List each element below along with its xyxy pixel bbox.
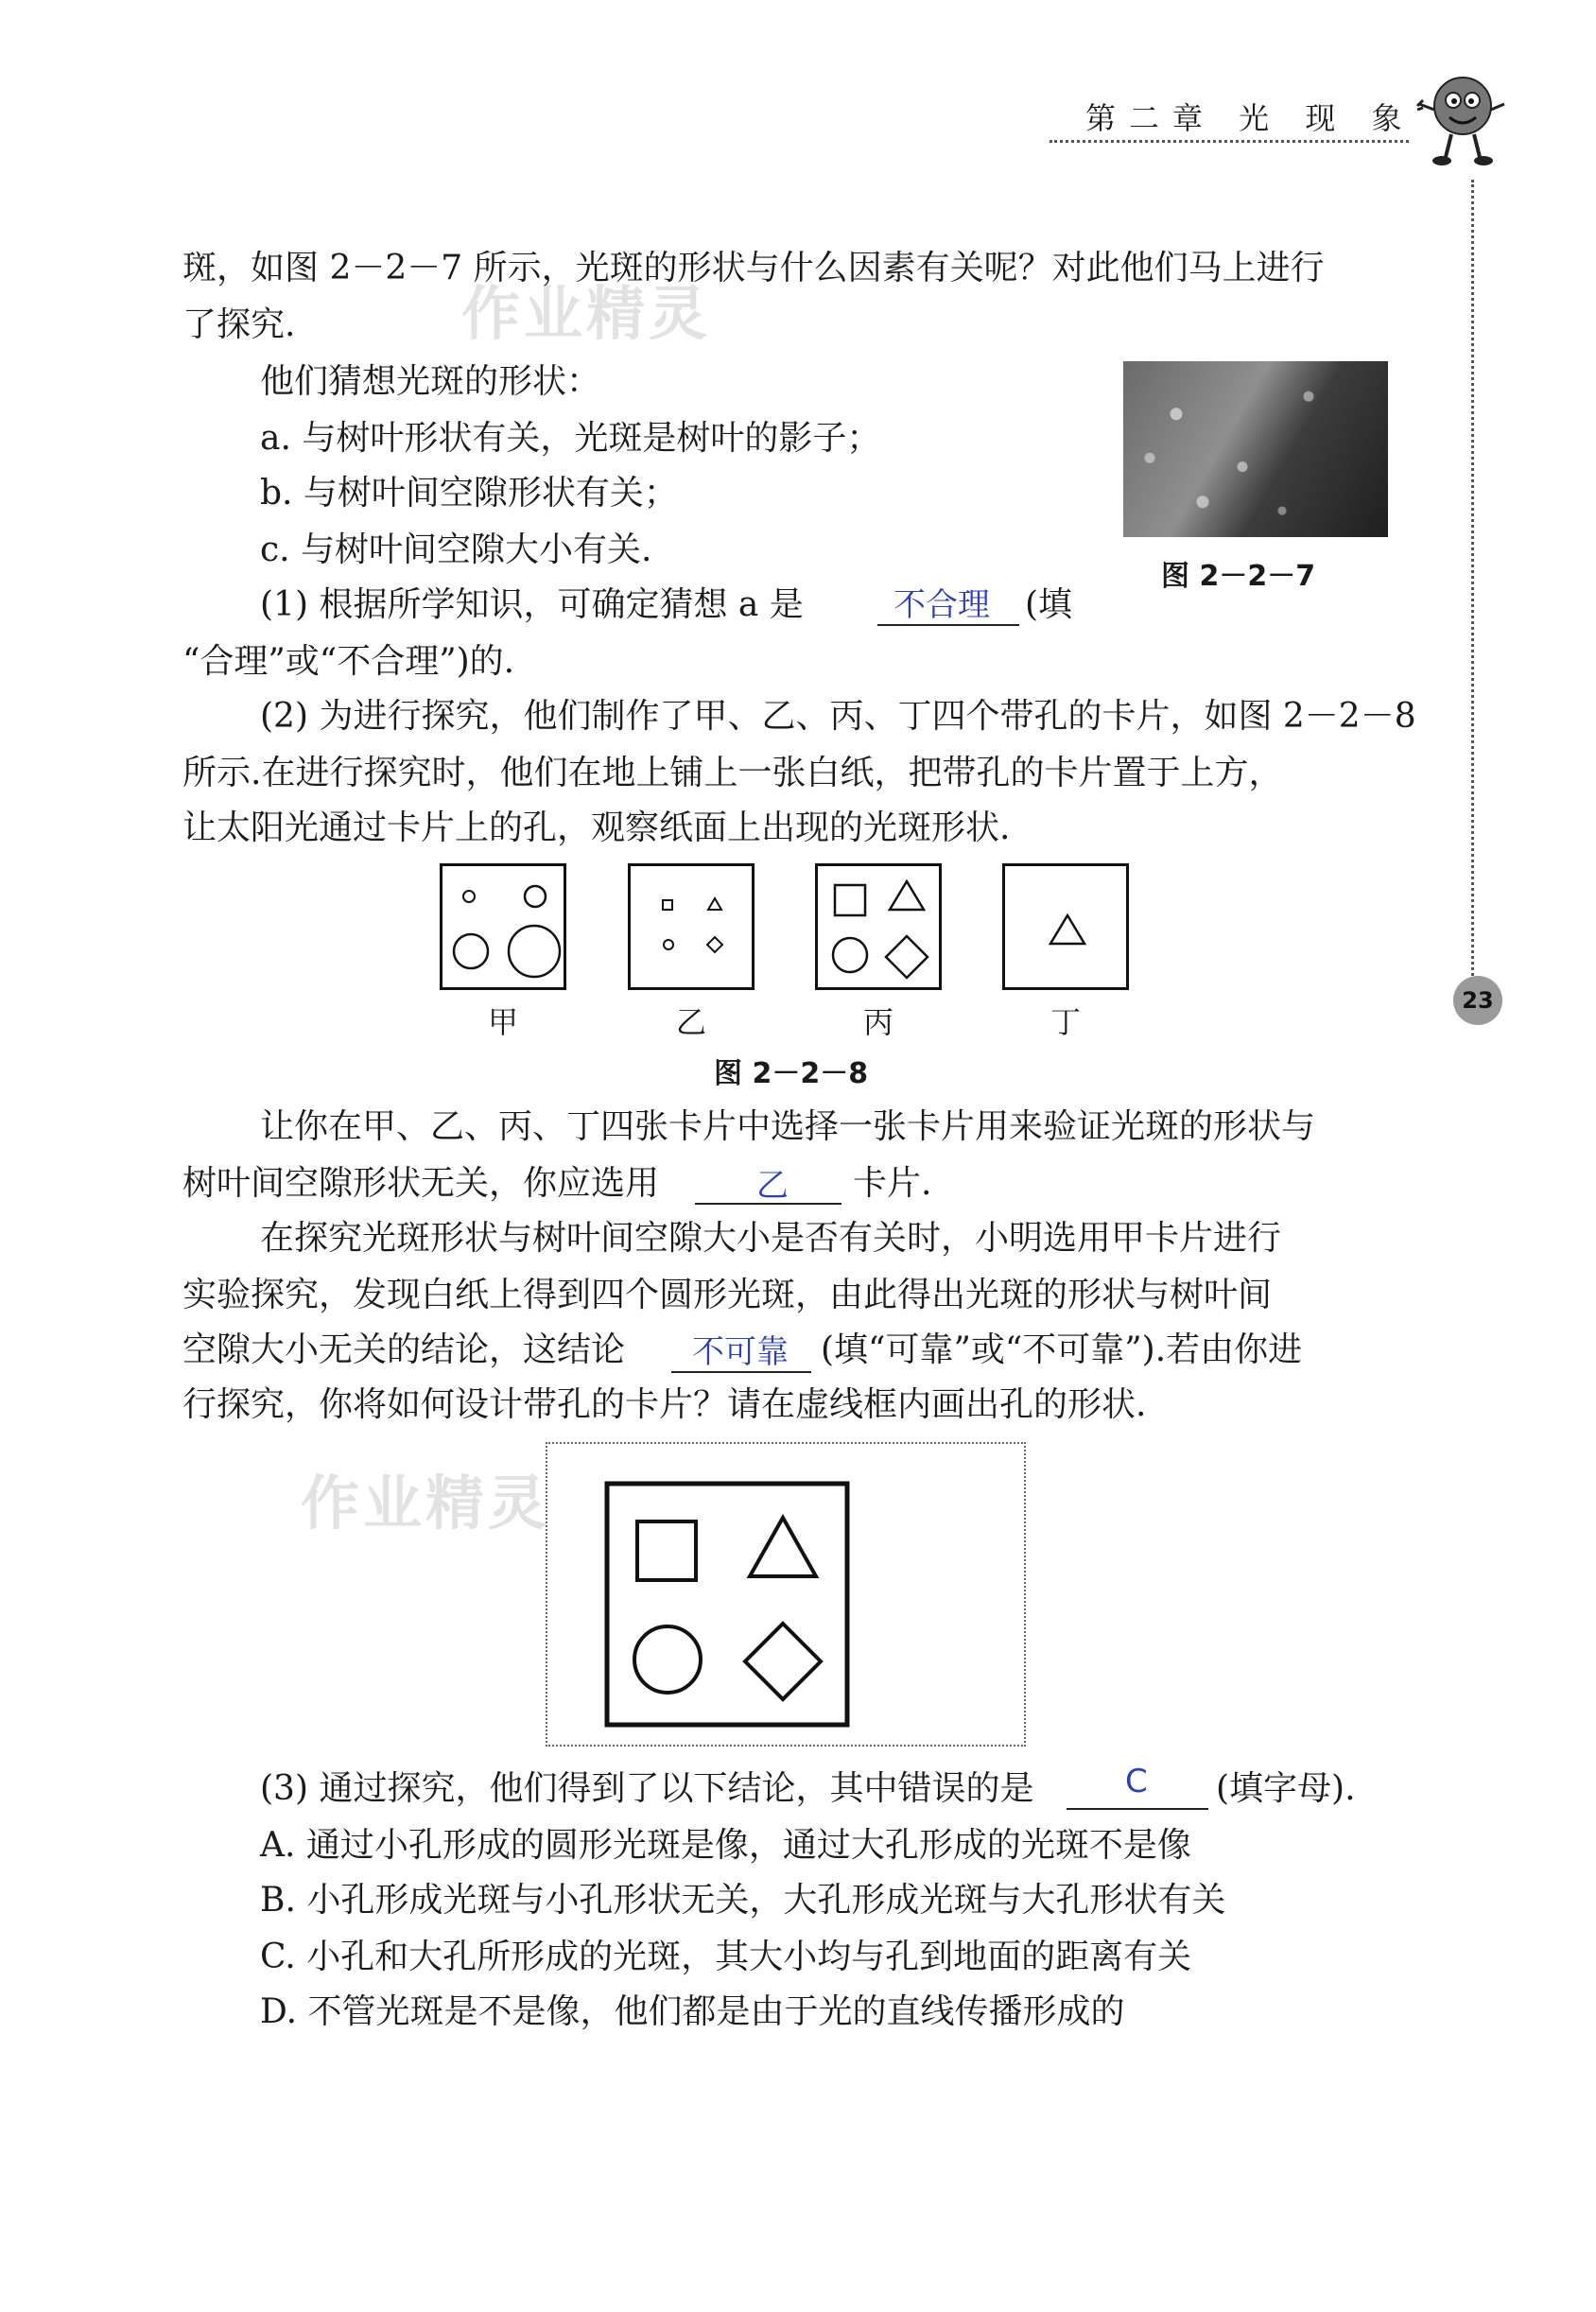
q2-text: 所示.在进行探究时，他们在地上铺上一张白纸，把带孔的卡片置于上方，	[182, 754, 1283, 792]
q3-blank	[1067, 1808, 1208, 1810]
q2-select-text: 卡片.	[853, 1164, 932, 1203]
q2-size-text: 空隙大小无关的结论，这结论	[182, 1330, 626, 1369]
q3-option-b: B. 小孔形成光斑与小孔形状无关，大孔形成光斑与大孔形状有关	[260, 1881, 1226, 1920]
q2-size-answer: 不可靠	[692, 1333, 789, 1371]
mascot-icon	[1414, 66, 1508, 170]
figure-caption: 图 2－2－8	[714, 1057, 869, 1090]
q2-text: 让太阳光通过卡片上的孔，观察纸面上出现的光斑形状.	[182, 808, 1011, 847]
q3-question: (填字母).	[1216, 1769, 1356, 1808]
q2-select-text: 让你在甲、乙、丙、丁四张卡片中选择一张卡片用来验证光斑的形状与	[260, 1107, 1316, 1146]
watermark: 作业精灵	[461, 279, 712, 348]
intro-line: 了探究.	[182, 305, 296, 344]
q2-size-text: 实验探究，发现白纸上得到四个圆形光斑，由此得出光斑的形状与树叶间	[182, 1276, 1273, 1314]
q2-text: (2) 为进行探究，他们制作了甲、乙、丙、丁四个带孔的卡片，如图 2－2－8	[260, 697, 1416, 736]
card-jia-holes	[442, 866, 564, 987]
side-divider	[1471, 180, 1474, 993]
q3-option-a: A. 通过小孔形成的圆形光斑是像，通过大孔形成的光斑不是像	[260, 1826, 1191, 1865]
card-label: 乙	[675, 1004, 706, 1040]
guess-b: b. 与树叶间空隙形状有关；	[260, 474, 678, 513]
leaf-shadow-photo	[1123, 361, 1388, 537]
chapter-title: 第二章 光 现 象	[1085, 100, 1415, 136]
card-label: 丁	[1050, 1004, 1081, 1040]
card-jia	[440, 863, 566, 990]
q2-select-text: 树叶间空隙形状无关，你应选用	[182, 1164, 660, 1203]
header-divider	[1050, 140, 1409, 143]
guess-heading: 他们猜想光斑的形状：	[260, 362, 601, 401]
card-bing	[815, 863, 942, 990]
watermark: 作业精灵	[301, 1469, 551, 1538]
q3-option-d: D. 不管光斑是不是像，他们都是由于光的直线传播形成的	[260, 1992, 1125, 2031]
figure-caption: 图 2－2－7	[1161, 560, 1316, 593]
card-bing-holes	[818, 866, 939, 987]
q1-text: “合理”或“不合理”)的.	[182, 642, 515, 681]
guess-c: c. 与树叶间空隙大小有关.	[260, 530, 652, 569]
card-ding-holes	[1005, 866, 1126, 987]
page-number: 23	[1453, 976, 1502, 1025]
q1-answer: 不合理	[893, 586, 990, 624]
card-yi-holes	[631, 866, 752, 987]
q1-text: (1) 根据所学知识，可确定猜想 a 是	[260, 585, 804, 624]
q3-question: (3) 通过探究，他们得到了以下结论，其中错误的是	[260, 1769, 1034, 1808]
card-label: 甲	[487, 1004, 518, 1040]
guess-a: a. 与树叶形状有关，光斑是树叶的影子；	[260, 419, 881, 458]
q2-size-text: 行探究，你将如何设计带孔的卡片？请在虚线框内画出孔的形状.	[182, 1385, 1147, 1424]
card-yi	[628, 863, 755, 990]
q2-select-answer: 乙	[756, 1167, 789, 1205]
drawing-area	[546, 1442, 1026, 1747]
card-label: 丙	[862, 1004, 893, 1040]
q2-size-text: (填“可靠”或“不可靠”).若由你进	[821, 1330, 1303, 1369]
card-ding	[1002, 863, 1129, 990]
q3-option-c: C. 小孔和大孔所形成的光斑，其大小均与孔到地面的距离有关	[260, 1938, 1192, 1976]
q3-answer: C	[1125, 1763, 1148, 1800]
intro-line: 斑，如图 2－2－7 所示，光斑的形状与什么因素有关呢？对此他们马上进行	[182, 249, 1325, 287]
q2-size-text: 在探究光斑形状与树叶间空隙大小是否有关时，小明选用甲卡片进行	[260, 1219, 1282, 1258]
drawn-card	[547, 1444, 1024, 1745]
q1-text: (填	[1025, 585, 1073, 624]
